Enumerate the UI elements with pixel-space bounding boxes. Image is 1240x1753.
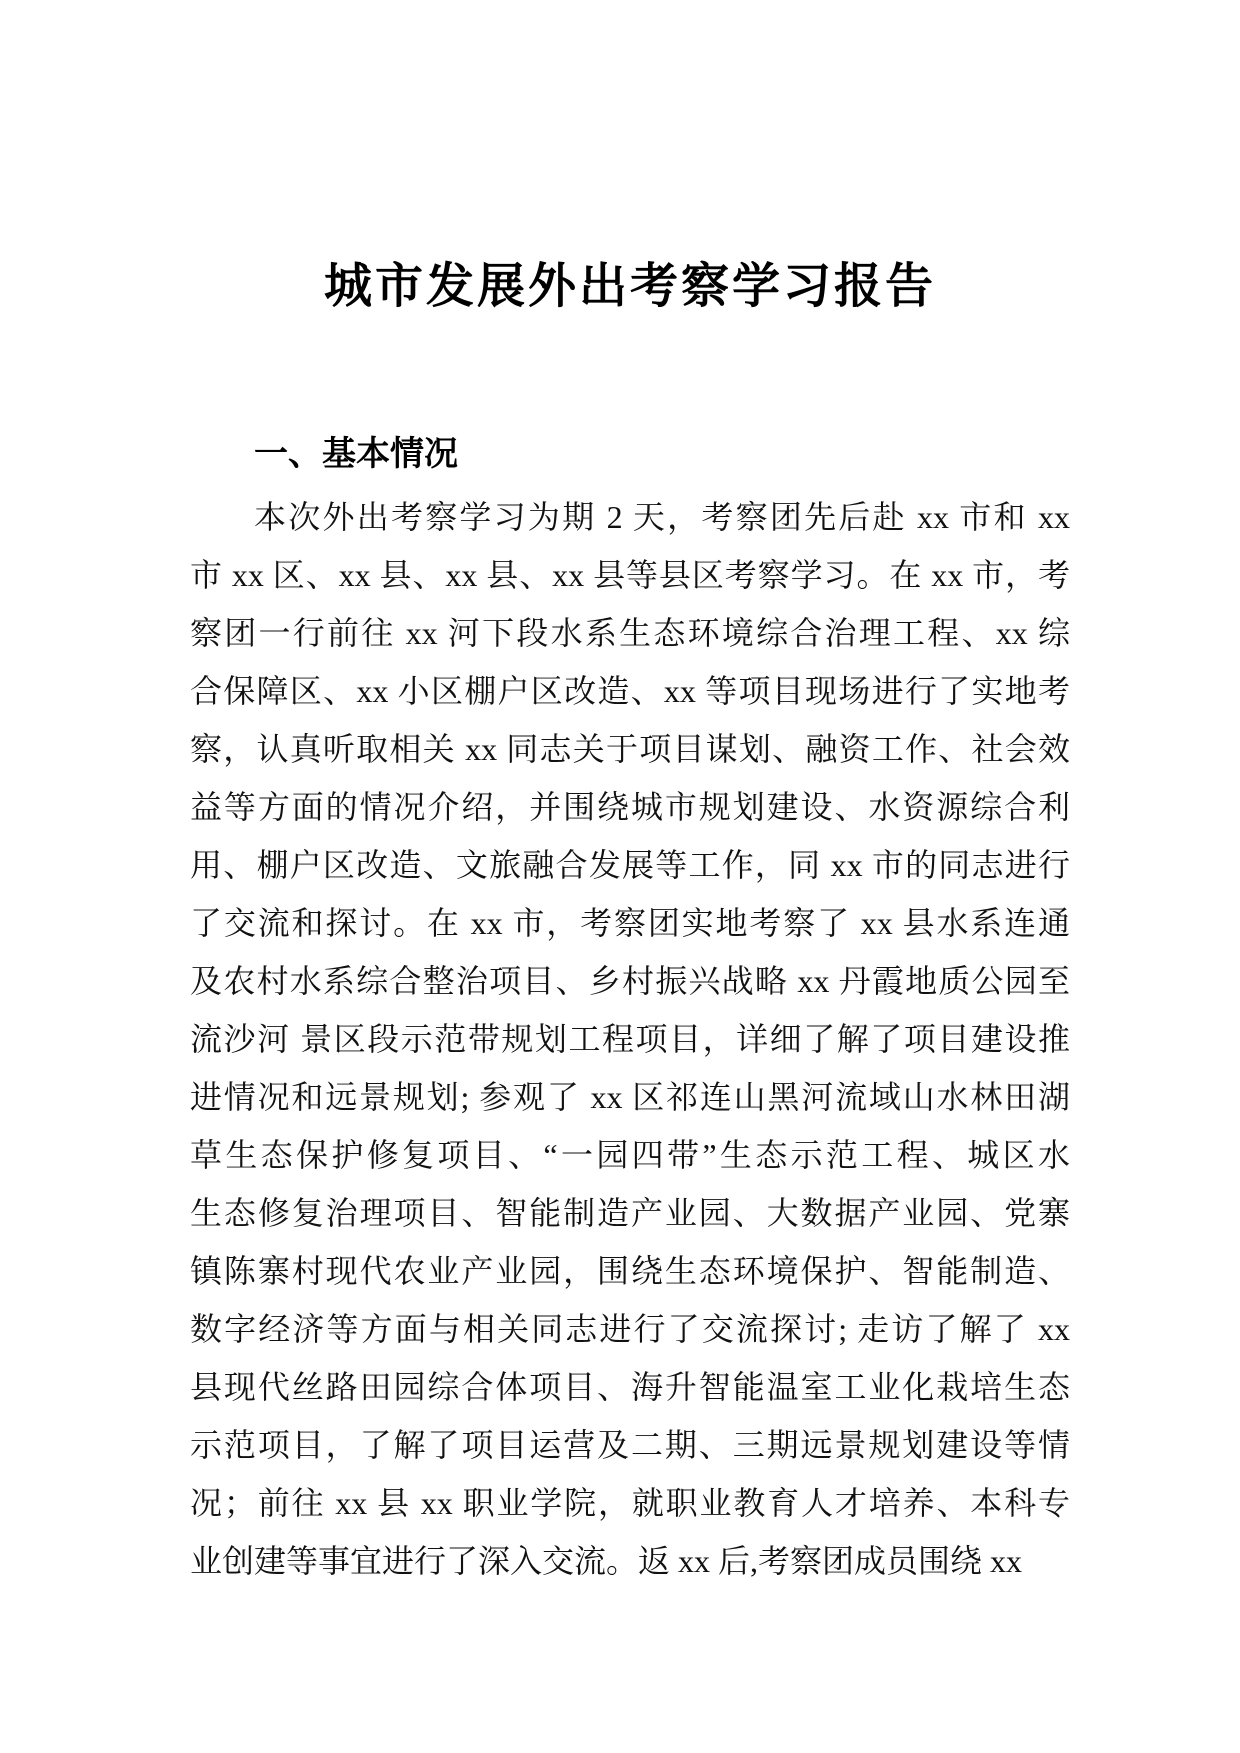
paragraph-line-9: 及农村水系综合整治项目、乡村振兴战略 xx 丹霞地质公园至 xyxy=(190,963,1070,999)
paragraph-line-3: 察团一行前往 xx 河下段水系生态环境综合治理工程、xx 综 xyxy=(190,615,1070,651)
paragraph-line-8: 了交流和探讨。在 xx 市，考察团实地考察了 xx 县水系连通 xyxy=(190,905,1070,941)
paragraph-line-10: 流沙河 景区段示范带规划工程项目，详细了解了项目建设推 xyxy=(190,1021,1070,1057)
paragraph-line-13: 生态修复治理项目、智能制造产业园、大数据产业园、党寨 xyxy=(190,1195,1070,1231)
body-paragraph xyxy=(190,488,1070,1590)
paragraph-line-2: 市 xx 区、xx 县、xx 县、xx 县等县区考察学习。在 xx 市，考 xyxy=(190,557,1070,593)
section-heading: 一、基本情况 xyxy=(254,435,458,473)
paragraph-line-7: 用、棚户区改造、文旅融合发展等工作，同 xx 市的同志进行 xyxy=(190,847,1070,883)
paragraph-line-19: 业创建等事宜进行了深入交流。返 xx 后,考察团成员围绕 xx xyxy=(190,1543,1023,1579)
paragraph-line-14: 镇陈寨村现代农业产业园，围绕生态环境保护、智能制造、 xyxy=(190,1253,1070,1289)
paragraph-line-17: 示范项目，了解了项目运营及二期、三期远景规划建设等情 xyxy=(190,1427,1070,1463)
paragraph-line-16: 县现代丝路田园综合体项目、海升智能温室工业化栽培生态 xyxy=(190,1369,1070,1405)
paragraph-line-6: 益等方面的情况介绍，并围绕城市规划建设、水资源综合利 xyxy=(190,789,1070,825)
paragraph-line-18: 况；前往 xx 县 xx 职业学院，就职业教育人才培养、本科专 xyxy=(190,1485,1070,1521)
paragraph-line-12: 草生态保护修复项目、“一园四带”生态示范工程、城区水 xyxy=(190,1137,1070,1173)
paragraph-line-5: 察，认真听取相关 xx 同志关于项目谋划、融资工作、社会效 xyxy=(190,731,1070,767)
document-title: 城市发展外出考察学习报告 xyxy=(323,260,936,313)
paragraph-line-15: 数字经济等方面与相关同志进行了交流探讨; 走访了解了 xx xyxy=(190,1311,1070,1347)
paragraph-line-4: 合保障区、xx 小区棚户区改造、xx 等项目现场进行了实地考 xyxy=(190,673,1070,709)
paragraph-line-11: 进情况和远景规划; 参观了 xx 区祁连山黑河流域山水林田湖 xyxy=(190,1079,1070,1115)
paragraph-line-1: 本次外出考察学习为期 2 天，考察团先后赴 xx 市和 xx xyxy=(254,499,1070,535)
